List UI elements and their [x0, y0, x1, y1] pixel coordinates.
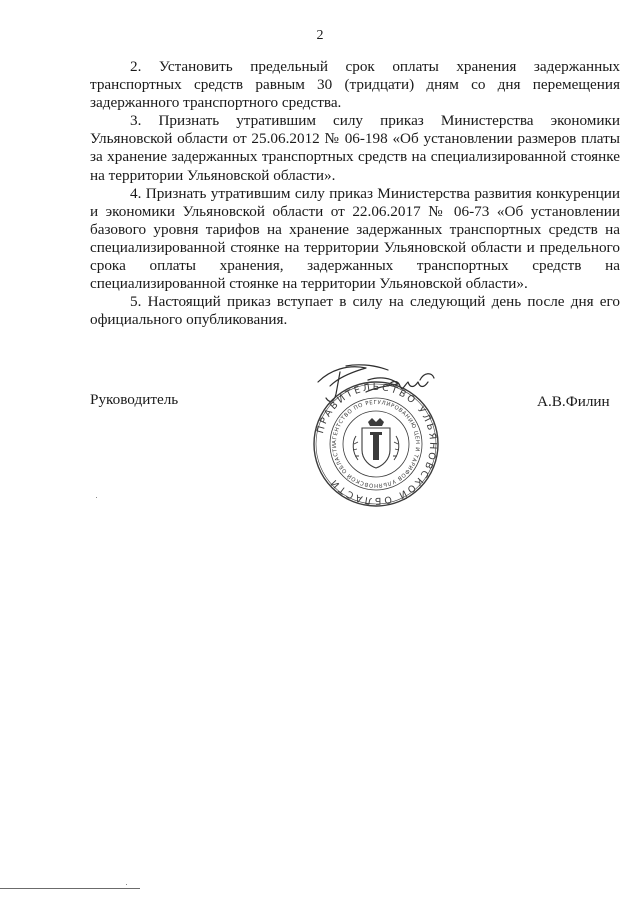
official-seal: [312, 380, 440, 508]
footer-rule: [0, 888, 140, 889]
page-number: 2: [316, 28, 324, 43]
order-body: [90, 58, 620, 329]
seal-outer-text: ПРАВИТЕЛЬСТВО УЛЬЯНОВСКОЙ ОБЛАСТИ: [315, 381, 439, 507]
seal-inner-text: АГЕНТСТВО ПО РЕГУЛИРОВАНИЮ ЦЕН И ТАРИФОВ УЛЬЯНОВСКОЙ ОБЛАСТИ: [331, 399, 421, 489]
svg-text:АГЕНТСТВО ПО РЕГУЛИРОВАНИЮ ЦЕН: [332, 400, 420, 488]
coat-of-arms-emblem: [353, 418, 399, 468]
scan-speck: [96, 497, 97, 498]
paragraph-2: 2. Установить предельный срок оплаты хранения задержанных транспортных средств равным 30 (тридцати) дням со дня перемещения задержанного транспортного средства.: [90, 58, 620, 112]
paragraph-5: 5. Настоящий приказ вступает в силу на следующий день после дня его официального опубликования.: [90, 293, 620, 329]
paragraph-3: 3. Признать утратившим силу приказ Министерства экономики Ульяновской области от 25.06.2012 № 06-198 «Об установлении размеров платы за хранение задержанных транспортных средств на специализированной стоянке на территории Ульяновской области».: [90, 112, 620, 184]
signatory-position: Руководитель: [90, 391, 179, 408]
signatory-name: А.В.Филин: [537, 393, 610, 410]
svg-text:ПРАВИТЕЛЬСТВО УЛЬЯНОВСКОЙ ОБЛА: [315, 382, 438, 506]
scan-speck: [126, 884, 127, 885]
paragraph-4: 4. Признать утратившим силу приказ Министерства развития конкуренции и экономики Ульяновской области от 22.06.2017 № 06-73 «Об установлении базового уровня тарифов на хранение задержанных транспортных средств на специализированной стоянке на территории Ульяновской области и предельного срока оплаты хранения, задержанных транспортных средств на специализированной стоянке на территории Ульяновской области».: [90, 184, 620, 293]
